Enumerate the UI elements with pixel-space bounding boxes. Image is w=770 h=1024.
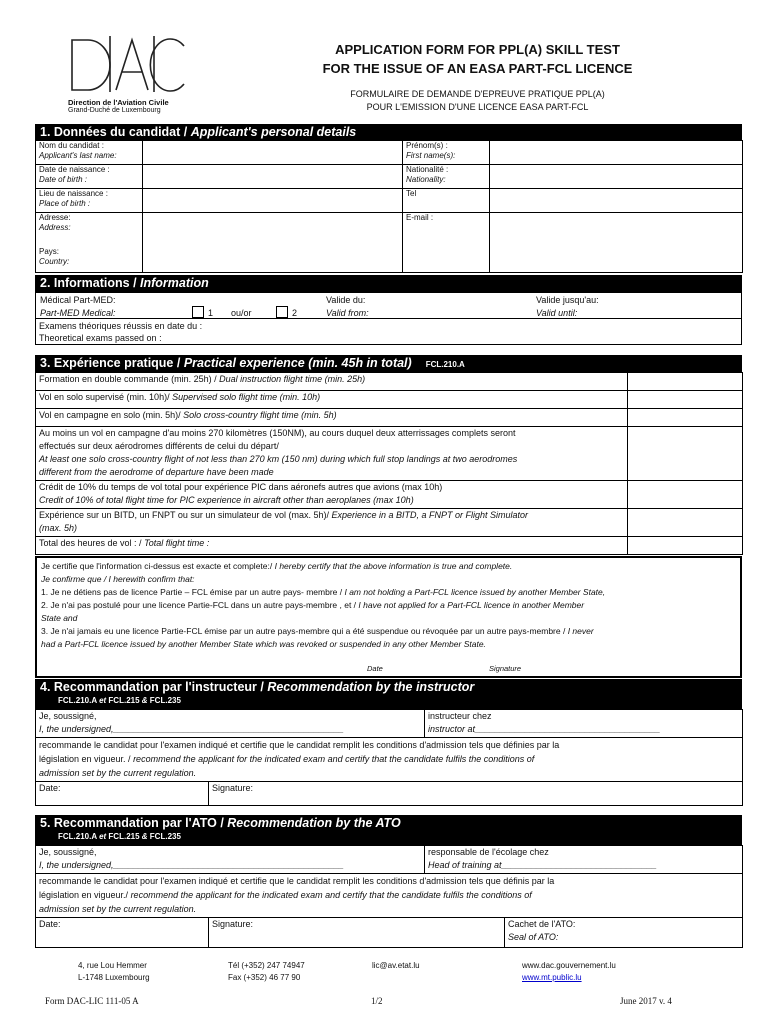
footer-web-link-1[interactable]: www.dac.gouvernement.lu [522, 961, 616, 970]
page-number: 1/2 [371, 996, 383, 1006]
form-code: Form DAC-LIC 111-05 A [45, 996, 139, 1006]
subtitle-line1: FORMULAIRE DE DEMANDE D'EPREUVE PRATIQUE PPL(A) [350, 89, 605, 99]
instructor-signature-field[interactable]: Signature: [209, 782, 743, 806]
ato-date-field[interactable]: Date: [36, 918, 209, 948]
instructor-name-field[interactable]: Je, soussigné, I, the undersigned,______________________________________________ [36, 710, 425, 738]
nationality-label: Nationalité : Nationality: [403, 165, 490, 189]
email-label: E-mail : [403, 213, 490, 273]
solo-cross-country-label: Vol en campagne en solo (min. 5h)/ Solo cross-country flight time (min. 5h) [36, 409, 628, 427]
footer-web-link-2[interactable]: www.mt.public.lu [522, 973, 582, 982]
supervised-solo-label: Vol en solo supervisé (min. 10h)/ Supervised solo flight time (min. 10h) [36, 391, 628, 409]
dual-instruction-hours[interactable] [628, 373, 743, 391]
dac-logo [66, 32, 226, 114]
theory-exam-cell[interactable]: Examens théoriques réussis en date du : Theoretical exams passed on : [36, 319, 742, 345]
title-line2: FOR THE ISSUE OF AN EASA PART-FCL LICENCE [322, 61, 633, 76]
last-name-label: Nom du candidat : Applicant's last name: [36, 141, 143, 165]
declaration-signature-label: Signature [489, 664, 522, 673]
total-flight-time-hours[interactable] [628, 537, 743, 555]
logo-line2: Grand-Duché de Luxembourg [68, 107, 161, 114]
instructor-date-field[interactable]: Date: [36, 782, 209, 806]
information-table [35, 292, 742, 345]
ato-recommendation-text: recommande le candidat pour l'examen indiqué et certifie que le candidat remplit les conditions d'admission tels que définis par la législation en vigueur./ recommend the applicant for the indicated exam and certify that the candidate fulfils the conditions of admission set by the current regulation. [36, 874, 743, 918]
first-name-field[interactable] [490, 141, 743, 165]
medical-cell: Médical Part-MED: Part-MED Medical: 1 ou/or 2 Valide du: Valid from: Valide jusqu'au: Valid until: [36, 293, 742, 319]
instructor-school-field[interactable]: instructeur chez instructor at_____________________________________ [425, 710, 743, 738]
simulator-label: Expérience sur un BITD, un FNPT ou sur un simulateur de vol (max. 5h)/ Experience in a BITD, a FNPT or Flight Simulator (max. 5h) [36, 509, 628, 537]
ato-name-field[interactable]: Je, soussigné, I, the undersigned,______________________________________________ [36, 846, 425, 874]
total-flight-time-label: Total des heures de vol : / Total flight time : [36, 537, 628, 555]
pob-field[interactable] [143, 189, 403, 213]
section-2-header: 2. Informations / Information [35, 275, 742, 292]
supervised-solo-hours[interactable] [628, 391, 743, 409]
dob-label: Date de naissance : Date of birth : [36, 165, 143, 189]
email-field[interactable] [490, 213, 743, 273]
section-1-header: 1. Données du candidat / Applicant's personal details [35, 124, 742, 140]
tel-label: Tel [403, 189, 490, 213]
dual-instruction-label: Formation en double commande (min. 25h) / Dual instruction flight time (min. 25h) [36, 373, 628, 391]
medical-class-1-checkbox[interactable] [192, 306, 204, 318]
solo-cross-country-hours[interactable] [628, 409, 743, 427]
last-name-field[interactable] [143, 141, 403, 165]
nationality-field[interactable] [490, 165, 743, 189]
long-cross-country-hours[interactable] [628, 427, 743, 481]
declaration-box: Je certifie que l'information ci-dessus est exacte et complete:/ I hereby certify that the above information is true and complete. Je confirme que / I herewith confirm that: 1. Je ne détiens pas de licence Partie – FCL émise par un autre pays- membre / I am not holding a Part-FCL licence issued by another Member State, 2. Je n'ai pas postulé pour une licence Partie-FCL dans un autre pays-membre , et / I have not applied for a Part-FCL licence in another Member State and 3. Je n'ai jamais eu une licence Partie-FCL émise par un autre pays-membre qui a été suspendue ou révoquée par un autre pays-membre / I never had a Part-FCL licence issued by another Member State which was revoked or suspended in any other Member State. Date Signature [35, 556, 742, 678]
declaration-date-label: Date [367, 664, 383, 673]
pic-credit-label: Crédit de 10% du temps de vol total pour expérience PIC dans aéronefs autres que avions (max 10h) Credit of 10% of total flight time for PIC experience in aircraft other than aeroplanes (max 10h) [36, 481, 628, 509]
section-5-header: 5. Recommandation par l'ATO / Recommendation by the ATO FCL.210.A et FCL.215 & FCL.235 [35, 815, 742, 845]
ato-school-field[interactable]: responsable de l'écolage chez Head of training at_______________________________ [425, 846, 743, 874]
pob-label: Lieu de naissance : Place of birth : [36, 189, 143, 213]
footer-phone: Tél (+352) 247 74947 Fax (+352) 46 77 90 [228, 961, 305, 982]
dob-field[interactable] [143, 165, 403, 189]
instructor-recommendation-text: recommande le candidat pour l'examen indiqué et certifie que le candidat remplit les conditions d'admission tels que définies par la législation en vigueur. / recommend the applicant for the indicated exam and certify that the candidate fulfils the conditions of admission set by the current regulation. [36, 738, 743, 782]
ato-seal-field[interactable]: Cachet de l'ATO: Seal of ATO: [505, 918, 743, 948]
dac-logo-mark [66, 32, 188, 94]
address-field[interactable] [143, 213, 403, 273]
simulator-hours[interactable] [628, 509, 743, 537]
form-title [290, 40, 665, 114]
section-3-header: 3. Expérience pratique / Practical experience (min. 45h in total) FCL.210.A [35, 355, 742, 372]
applicant-details-table [35, 140, 743, 273]
ato-recommendation-table [35, 845, 743, 948]
long-cross-country-label: Au moins un vol en campagne d'au moins 270 kilomètres (150NM), au cours duquel deux atterrissages complets seront effectués sur deux aérodromes différents de celui du départ/ At least one solo cross-country flight of not less than 270 km (150 nm) during which full stop landings at two aerodromes different from the aerodrome of departure have been made [36, 427, 628, 481]
ato-signature-field[interactable]: Signature: [209, 918, 505, 948]
subtitle-line2: POUR L'EMISSION D'UNE LICENCE EASA PART-FCL [366, 102, 589, 112]
form-version: June 2017 v. 4 [620, 996, 672, 1006]
tel-field[interactable] [490, 189, 743, 213]
pic-credit-hours[interactable] [628, 481, 743, 509]
medical-class-2-checkbox[interactable] [276, 306, 288, 318]
footer-address: 4, rue Lou Hemmer L-1748 Luxembourg [78, 961, 150, 982]
logo-line1: Direction de l'Aviation Civile [68, 98, 169, 107]
footer-email[interactable]: lic@av.etat.lu [372, 961, 420, 970]
footer-web [522, 960, 616, 984]
section-4-header: 4. Recommandation par l'instructeur / Recommendation by the instructor FCL.210.A et FCL.215 & FCL.235 [35, 679, 742, 709]
address-label: Adresse: Address: Pays: Country: [36, 213, 143, 273]
experience-table [35, 372, 743, 555]
title-line1: APPLICATION FORM FOR PPL(A) SKILL TEST [335, 42, 620, 57]
first-name-label: Prénom(s) : First name(s): [403, 141, 490, 165]
instructor-recommendation-table [35, 709, 743, 806]
